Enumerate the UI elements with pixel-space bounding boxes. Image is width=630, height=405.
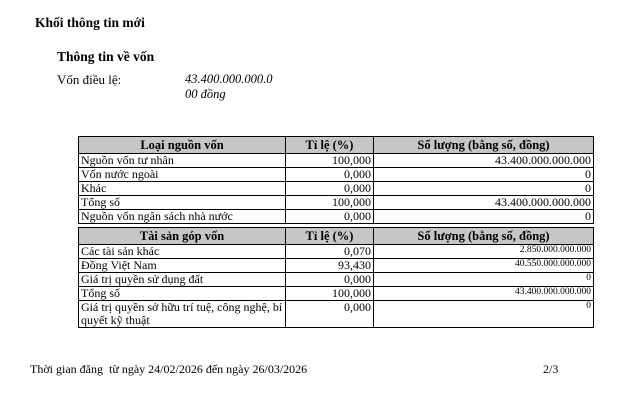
row-label: Nguồn vốn ngân sách nhà nước (79, 210, 286, 224)
page-title: Khối thông tin mới (35, 15, 145, 30)
row-amount: 0 (374, 168, 594, 182)
row-ratio: 100,000 (286, 287, 374, 301)
col-header-ratio: Tỉ lệ (%) (286, 228, 374, 245)
charter-capital-label: Vốn điều lệ: (57, 72, 122, 87)
col-header-asset-type: Tài sản góp vốn (79, 228, 286, 245)
publication-period: Thời gian đăng từ ngày 24/02/2026 đến ngày 26/03/2026 (30, 362, 308, 376)
charter-capital-value-line2: 00 đồng (185, 87, 226, 101)
contributed-assets-table (78, 227, 594, 328)
table-row (79, 210, 594, 224)
table-row (79, 287, 594, 301)
row-amount: 0 (374, 210, 594, 224)
page-number: 2/3 (543, 362, 559, 376)
table-row (79, 301, 594, 328)
row-ratio: 100,000 (286, 196, 374, 210)
row-amount: 40.550.000.000.000 (374, 259, 594, 273)
row-amount: 0 (374, 273, 594, 287)
table-row (79, 154, 594, 168)
table-row (79, 259, 594, 273)
row-amount: 43.400.000.000.000 (374, 154, 594, 168)
col-header-capital-source-type: Loại nguồn vốn (79, 137, 286, 154)
capital-source-table (78, 136, 594, 224)
row-ratio: 0,000 (286, 273, 374, 287)
row-ratio: 0,000 (286, 168, 374, 182)
row-amount: 43.400.000.000.000 (374, 196, 594, 210)
row-ratio: 0,070 (286, 245, 374, 259)
row-ratio: 0,000 (286, 182, 374, 196)
charter-capital-value-line1: 43.400.000.000.0 (185, 72, 273, 86)
table-row (79, 182, 594, 196)
row-label: Các tài sản khác (79, 245, 286, 259)
row-amount: 2.850.000.000.000 (374, 245, 594, 259)
row-label: Vốn nước ngoài (79, 168, 286, 182)
col-header-ratio: Tỉ lệ (%) (286, 137, 374, 154)
table-row (79, 245, 594, 259)
row-amount: 43.400.000.000.000 (374, 287, 594, 301)
charter-capital-value (185, 72, 307, 102)
row-label: Tổng số (79, 287, 286, 301)
row-ratio: 93,430 (286, 259, 374, 273)
row-ratio: 100,000 (286, 154, 374, 168)
section-title-capital-info: Thông tin về vốn (57, 49, 155, 64)
table-row (79, 196, 594, 210)
col-header-amount: Số lượng (bằng số, đồng) (374, 228, 594, 245)
row-label: Giá trị quyền sử dụng đất (79, 273, 286, 287)
row-ratio: 0,000 (286, 301, 374, 328)
row-label: Khác (79, 182, 286, 196)
table-row (79, 273, 594, 287)
row-label: Tổng số (79, 196, 286, 210)
col-header-amount: Số lượng (bằng số, đồng) (374, 137, 594, 154)
row-amount: 0 (374, 182, 594, 196)
row-label: Nguồn vốn tư nhân (79, 154, 286, 168)
contributed-assets-header-row (79, 228, 594, 245)
row-ratio: 0,000 (286, 210, 374, 224)
row-label: Giá trị quyền sở hữu trí tuệ, công nghệ, bí quyết kỹ thuật (79, 301, 286, 328)
capital-source-header-row (79, 137, 594, 154)
row-label: Đồng Việt Nam (79, 259, 286, 273)
table-row (79, 168, 594, 182)
row-amount: 0 (374, 301, 594, 328)
